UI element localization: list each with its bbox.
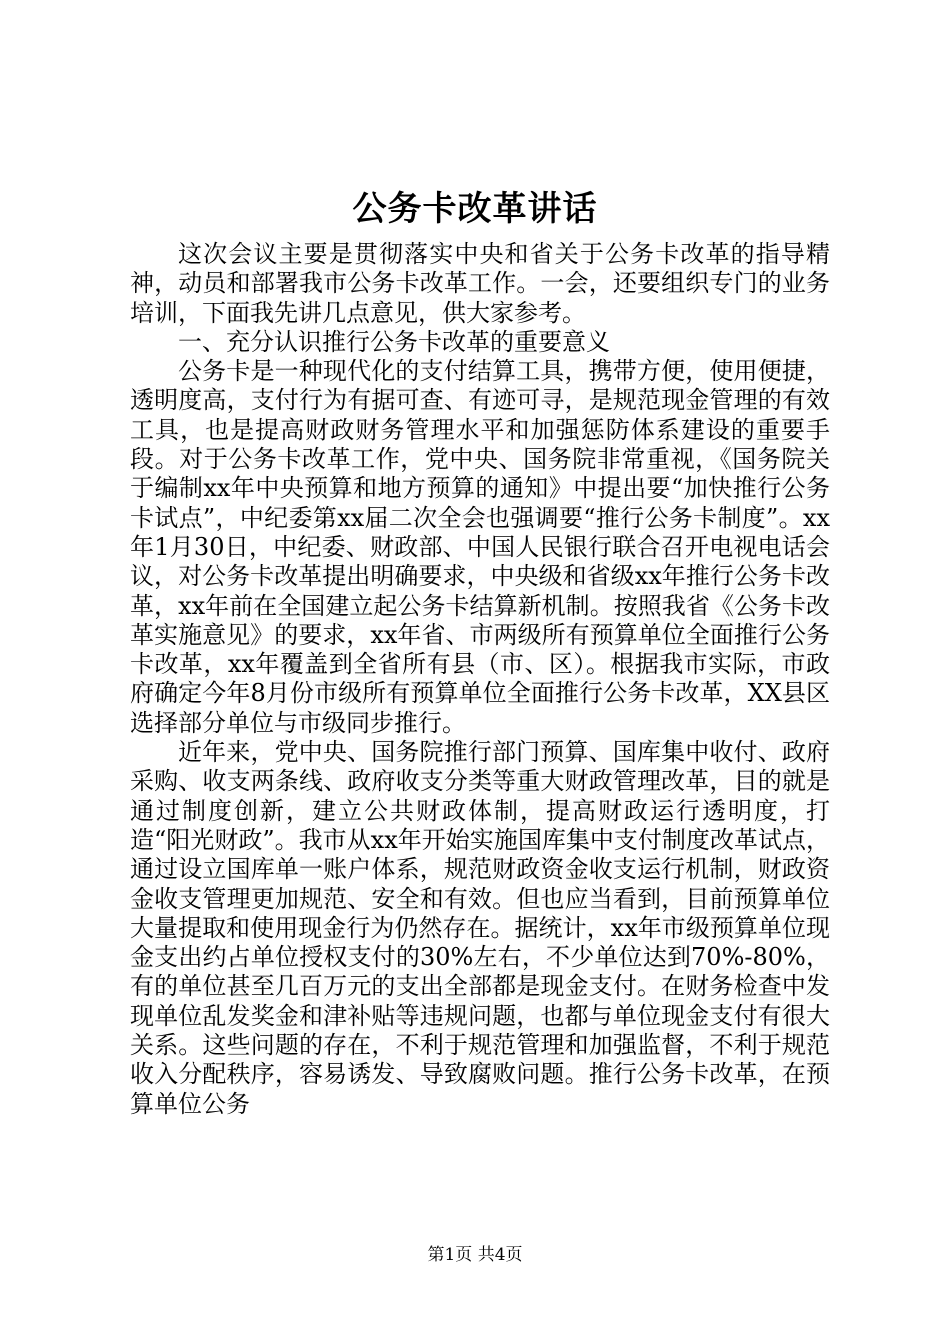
paragraph-public-card: 公务卡是一种现代化的支付结算工具，携带方便，使用便捷，透明度高，支付行为有据可查、有迹可寻，是规范现金管理的有效工具，也是提高财政财务管理水平和加强惩防体系建设的重要手段。对于公务卡改革工作，党中央、国务院非常重视，《国务院关于编制xx年中央预算和地方预算的通知》中提出要“加快推行公务卡试点”，中纪委第xx届二次全会也强调要“推行公务卡制度”。xx年1月30日，中纪委、财政部、中国人民银行联合召开电视电话会议，对公务卡改革提出明确要求，中央级和省级xx年推行公务卡改革，xx年前在全国建立起公务卡结算新机制。按照我省《公务卡改革实施意见》的要求，xx年省、市两级所有预算单位全面推行公务卡改革，xx年覆盖到全省所有县（市、区）。根据我市实际，市政府确定今年8月份市级所有预算单位全面推行公务卡改革，XX县区选择部分单位与市级同步推行。	[130, 357, 830, 737]
document-title: 公务卡改革讲话	[352, 189, 598, 229]
paragraph-intro: 这次会议主要是贯彻落实中央和省关于公务卡改革的指导精神，动员和部署我市公务卡改革工作。一会，还要组织专门的业务培训，下面我先讲几点意见，供大家参考。	[130, 240, 830, 327]
section-heading-1: 一、充分认识推行公务卡改革的重要意义	[178, 327, 610, 356]
page-footer: 第1页 共4页	[427, 1245, 523, 1265]
document-body	[130, 240, 830, 1119]
paragraph-recent-years: 近年来，党中央、国务院推行部门预算、国库集中收付、政府采购、收支两条线、政府收支分类等重大财政管理改革，目的就是通过制度创新，建立公共财政体制，提高财政运行透明度，打造“阳光财政”。我市从xx年开始实施国库集中支付制度改革试点，通过设立国库单一账户体系，规范财政资金收支运行机制，财政资金收支管理更加规范、安全和有效。但也应当看到，目前预算单位大量提取和使用现金行为仍然存在。据统计，xx年市级预算单位现金支出约占单位授权支付的30%左右，不少单位达到70%-80%，有的单位甚至几百万元的支出全部都是现金支付。在财务检查中发现单位乱发奖金和津补贴等违规问题，也都与单位现金支付有很大关系。这些问题的存在，不利于规范管理和加强监督，不利于规范收入分配秩序，容易诱发、导致腐败问题。推行公务卡改革，在预算单位公务	[130, 738, 830, 1118]
